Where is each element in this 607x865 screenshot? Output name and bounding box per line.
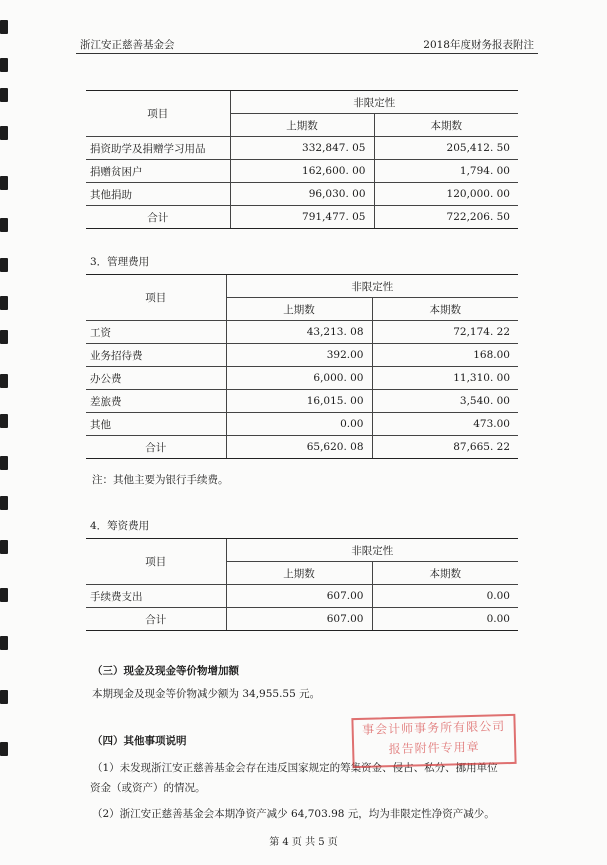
total-label: 合计 <box>86 436 226 459</box>
row-prev: 43,213. 08 <box>226 321 372 344</box>
section-title-fundraising-expense: 4．筹资费用 <box>90 520 150 532</box>
table-row <box>86 390 518 413</box>
other-p1-line1: （1）未发现浙江安正慈善基金会存在违反国家规定的筹集资金、侵占、私分、挪用单位 <box>92 762 498 774</box>
row-curr: 11,310. 00 <box>372 367 518 390</box>
table-total-row <box>86 206 518 229</box>
binding-mark <box>0 258 8 272</box>
table-row <box>86 413 518 436</box>
section-title-cash: （三）现金及现金等价物增加额 <box>92 665 239 677</box>
row-prev: 6,000. 00 <box>226 367 372 390</box>
row-item: 工资 <box>86 321 226 344</box>
table-row <box>86 585 518 608</box>
binding-mark <box>0 176 8 190</box>
total-curr: 87,665. 22 <box>372 436 518 459</box>
binding-mark <box>0 88 8 102</box>
cash-text: 本期现金及现金等价物减少额为 34,955.55 元。 <box>92 688 321 700</box>
binding-mark <box>0 456 8 470</box>
stamp-line2: 报告附件专用章 <box>388 739 480 757</box>
row-item: 业务招待费 <box>86 344 226 367</box>
col-header-unrestricted: 非限定性 <box>226 539 518 562</box>
col-header-curr: 本期数 <box>372 562 518 585</box>
col-header-item: 项目 <box>86 539 226 585</box>
binding-mark <box>0 296 8 310</box>
table-row <box>86 321 518 344</box>
row-prev: 16,015. 00 <box>226 390 372 413</box>
row-curr: 168.00 <box>372 344 518 367</box>
table-row <box>86 160 518 183</box>
donation-expense-table <box>86 90 518 229</box>
total-prev: 791,477. 05 <box>230 206 374 229</box>
row-prev: 332,847. 05 <box>230 137 374 160</box>
binding-mark <box>0 496 8 510</box>
table-row <box>86 344 518 367</box>
binding-mark <box>0 540 8 554</box>
row-item: 捐赠贫困户 <box>86 160 230 183</box>
section-title-admin-expense: 3．管理费用 <box>90 256 150 268</box>
col-header-prev: 上期数 <box>226 298 372 321</box>
row-curr: 120,000. 00 <box>374 183 518 206</box>
row-curr: 3,540. 00 <box>372 390 518 413</box>
row-prev: 392.00 <box>226 344 372 367</box>
row-prev: 607.00 <box>226 585 372 608</box>
row-item: 其他捐助 <box>86 183 230 206</box>
header-org: 浙江安正慈善基金会 <box>80 39 175 51</box>
col-header-item: 项目 <box>86 91 230 137</box>
col-header-unrestricted: 非限定性 <box>230 91 518 114</box>
other-p2: （2）浙江安正慈善基金会本期净资产减少 64,703.98 元，均为非限定性净资产减少。 <box>92 808 495 820</box>
binding-strip <box>0 0 10 865</box>
row-prev: 0.00 <box>226 413 372 436</box>
binding-mark <box>0 636 8 650</box>
page-header <box>76 37 538 54</box>
row-curr: 473.00 <box>372 413 518 436</box>
admin-expense-table <box>86 274 518 459</box>
page-number: 第 4 页 共 5 页 <box>269 837 338 848</box>
binding-mark <box>0 414 8 428</box>
row-item: 捐资助学及捐赠学习用品 <box>86 137 230 160</box>
total-prev: 607.00 <box>226 608 372 631</box>
binding-mark <box>0 690 8 704</box>
row-prev: 162,600. 00 <box>230 160 374 183</box>
row-item: 办公费 <box>86 367 226 390</box>
col-header-prev: 上期数 <box>230 114 374 137</box>
col-header-curr: 本期数 <box>372 298 518 321</box>
header-title: 2018年度财务报表附注 <box>423 39 534 51</box>
row-curr: 205,412. 50 <box>374 137 518 160</box>
row-curr: 72,174. 22 <box>372 321 518 344</box>
stamp-line1: 事会计师事务所有限公司 <box>361 719 506 737</box>
row-curr: 1,794. 00 <box>374 160 518 183</box>
total-curr: 0.00 <box>372 608 518 631</box>
table-row <box>86 367 518 390</box>
binding-mark <box>0 742 8 756</box>
binding-mark <box>0 126 8 140</box>
binding-mark <box>0 218 8 232</box>
admin-expense-note: 注：其他主要为银行手续费。 <box>92 474 229 486</box>
total-label: 合计 <box>86 608 226 631</box>
binding-mark <box>0 58 8 72</box>
row-item: 手续费支出 <box>86 585 226 608</box>
total-label: 合计 <box>86 206 230 229</box>
col-header-item: 项目 <box>86 275 226 321</box>
other-p1-line2: 资金（或资产）的情况。 <box>90 782 206 794</box>
row-item: 其他 <box>86 413 226 436</box>
col-header-unrestricted: 非限定性 <box>226 275 518 298</box>
section-title-other: （四）其他事项说明 <box>92 735 187 747</box>
row-prev: 96,030. 00 <box>230 183 374 206</box>
table-total-row <box>86 608 518 631</box>
total-prev: 65,620. 08 <box>226 436 372 459</box>
seal-stamp <box>351 714 516 768</box>
col-header-prev: 上期数 <box>226 562 372 585</box>
binding-mark <box>0 588 8 602</box>
total-curr: 722,206. 50 <box>374 206 518 229</box>
row-curr: 0.00 <box>372 585 518 608</box>
fundraising-expense-table <box>86 538 518 631</box>
table-total-row <box>86 436 518 459</box>
binding-mark <box>0 330 8 344</box>
binding-mark <box>0 20 8 34</box>
table-row <box>86 137 518 160</box>
binding-mark <box>0 374 8 388</box>
row-item: 差旅费 <box>86 390 226 413</box>
table-row <box>86 183 518 206</box>
col-header-curr: 本期数 <box>374 114 518 137</box>
